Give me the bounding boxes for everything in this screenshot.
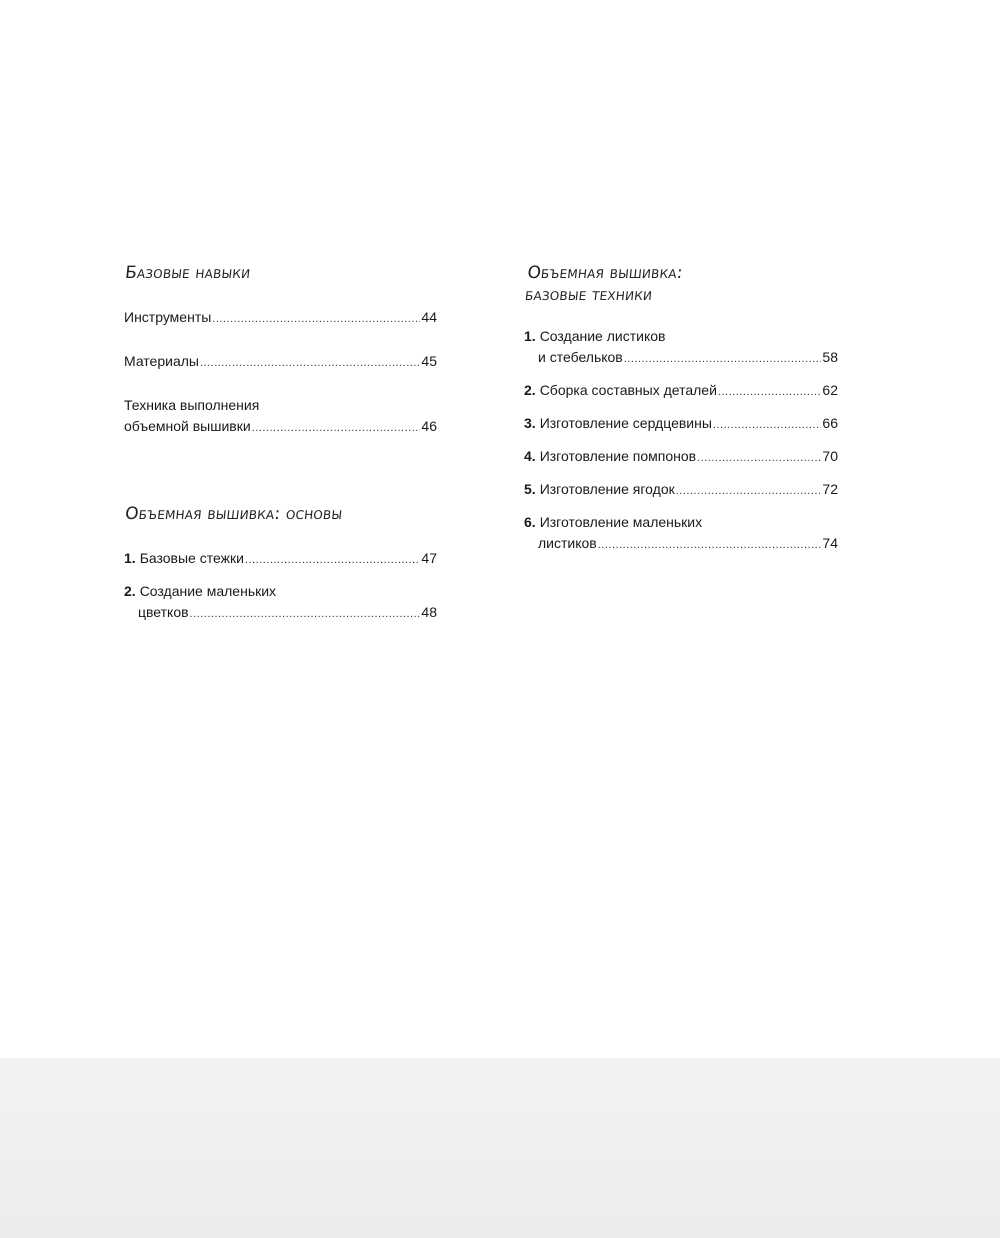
toc-page-number: 46: [421, 418, 437, 434]
toc-entry-title-line: [524, 326, 838, 347]
section-title-basics: Объемная вышивка: основы: [124, 504, 344, 524]
toc-page-number: 44: [421, 309, 437, 325]
toc-entry[interactable]: [524, 326, 838, 370]
toc-entry-number: 5.: [524, 481, 536, 497]
toc-page-number: 70: [822, 448, 838, 464]
toc-entry-label: Изготовление сердцевины: [539, 415, 712, 431]
toc-entry-title: и стебельков: [538, 349, 623, 365]
toc-entry[interactable]: [124, 548, 437, 571]
toc-page-number: 58: [822, 349, 838, 365]
toc-leader-dots: [676, 481, 822, 502]
toc-leader-dots: [245, 550, 421, 571]
toc-page-number: 72: [822, 481, 838, 497]
toc-entry[interactable]: [124, 581, 437, 625]
toc-left-column: [124, 262, 437, 625]
toc-entry-title: [524, 380, 717, 401]
toc-entry-title-line: Техника выполнения: [124, 397, 260, 413]
toc-entry-title: [524, 446, 696, 467]
toc-leader-dots: [624, 349, 822, 370]
toc-leader-dots: [200, 353, 420, 374]
toc-entry[interactable]: [524, 413, 838, 436]
toc-entry-label: Изготовление помпонов: [539, 448, 697, 464]
toc-right-column: [524, 262, 838, 556]
toc-entry-title: Инструменты: [124, 309, 212, 325]
toc-entry[interactable]: [124, 351, 437, 374]
toc-page-number: 62: [822, 382, 838, 398]
toc-entry[interactable]: [124, 395, 437, 439]
toc-page-number: 47: [421, 550, 437, 566]
toc-entry-title: [524, 479, 675, 500]
toc-page-number: 74: [822, 535, 838, 551]
toc-entry-number: 4.: [524, 448, 536, 464]
toc-entry[interactable]: [524, 380, 838, 403]
section-title-basic-skills: Базовые навыки: [124, 263, 252, 283]
toc-leader-dots: [190, 604, 421, 625]
toc-entry-label: Сборка составных деталей: [539, 382, 717, 398]
toc-entry-number: 1.: [124, 550, 136, 566]
toc-entry-number: 2.: [124, 583, 136, 599]
toc-entry-title: объемной вышивки: [124, 418, 251, 434]
toc-page-number: 45: [421, 353, 437, 369]
toc-entry-title: листиков: [538, 535, 597, 551]
toc-entry-title: [124, 548, 244, 569]
toc-entry-label: Создание листиков: [539, 328, 666, 344]
toc-leader-dots: [598, 535, 822, 556]
toc-list-basic-techniques: [524, 326, 838, 556]
toc-entry[interactable]: [124, 307, 437, 330]
toc-leader-dots: [718, 382, 822, 403]
toc-list-basics: [124, 548, 437, 625]
toc-entry-title: Материалы: [124, 353, 199, 369]
section-title-basic-techniques: Объемная вышивка: базовые техники: [524, 263, 684, 305]
toc-entry-title-line: [124, 581, 437, 602]
page-bottom-shadow: [0, 1058, 1000, 1238]
toc-leader-dots: [697, 448, 821, 469]
toc-entry-label: Базовые стежки: [139, 550, 244, 566]
toc-entry-label: Изготовление маленьких: [539, 514, 703, 530]
toc-leader-dots: [212, 309, 420, 330]
toc-entry-number: 3.: [524, 415, 536, 431]
toc-leader-dots: [252, 418, 421, 439]
toc-entry[interactable]: [524, 512, 838, 556]
toc-entry[interactable]: [524, 479, 838, 502]
toc-entry-number: 2.: [524, 382, 536, 398]
toc-entry-label: Изготовление ягодок: [539, 481, 675, 497]
toc-entry-title: цветков: [138, 604, 189, 620]
toc-page-number: 66: [822, 415, 838, 431]
toc-entry-label: Создание маленьких: [139, 583, 277, 599]
toc-entry-title-line: [524, 512, 838, 533]
toc-entry-number: 1.: [524, 328, 536, 344]
toc-page-number: 48: [421, 604, 437, 620]
toc-list-basic-skills: [124, 307, 437, 439]
toc-entry-number: 6.: [524, 514, 536, 530]
toc-entry[interactable]: [524, 446, 838, 469]
toc-entry-title: [524, 413, 712, 434]
toc-leader-dots: [713, 415, 822, 436]
